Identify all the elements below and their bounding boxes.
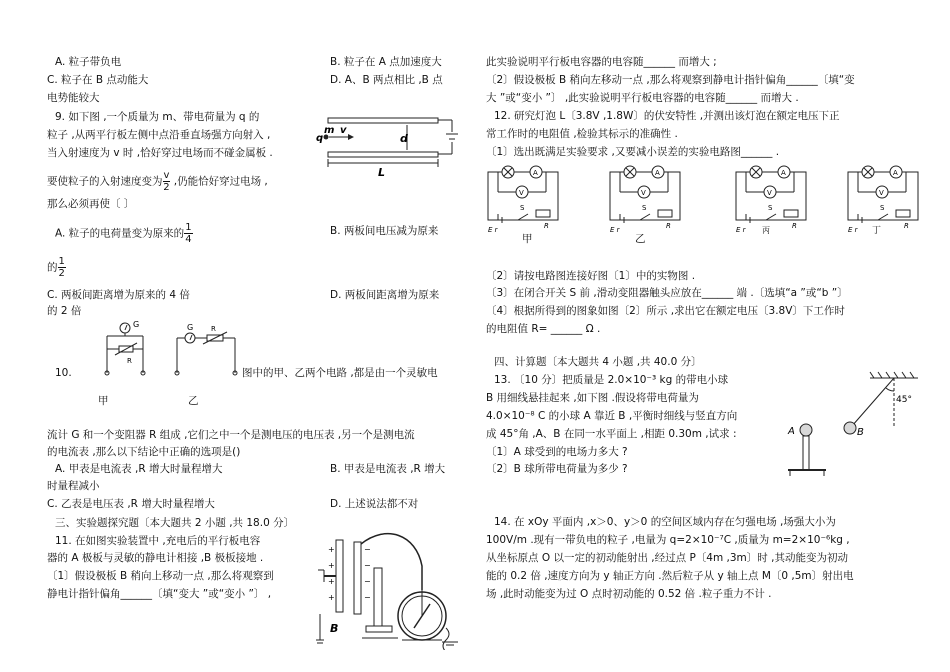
switch-label-3: S (880, 204, 885, 212)
svg-text:B: B (857, 427, 864, 438)
switch-label-1: S (642, 204, 647, 212)
q13-line3: 4.0×10⁻⁸ C 的小球 A 靠近 B ,平衡时细线与竖直方向 (486, 410, 738, 422)
ammeter-1-letter: A (655, 169, 660, 177)
q9-option-d: D. 两板间距离增为原来 (330, 289, 440, 301)
q10-line2: 流计 G 和一个变阻器 R 组成 ,它们之中一个是测电压的电压表 ,另一个是测电流 (47, 429, 415, 441)
q13-line4: 成 45°角 ,A、B 在同一水平面上 ,相距 0.30m ,试求 : (486, 428, 737, 440)
q13-pendulum-figure (770, 368, 930, 480)
svg-text:−: − (364, 561, 371, 570)
q13-line5: 〔1〕A 球受到的电场力多大 ? (486, 446, 628, 458)
battery-label-2: E r (736, 226, 746, 234)
switch-1 (640, 214, 650, 220)
switch-label-0: S (520, 204, 525, 212)
q10-line1: 图中的甲、乙两个电路 ,都是由一个灵敏电 (242, 367, 438, 379)
q12-line7: 的电阻值 R= ______ Ω . (486, 323, 601, 335)
fraction-v-over-2: $\frac{v}{2}$ (163, 170, 170, 193)
q11-electrometer-figure (316, 528, 476, 650)
ammeter-3-letter: A (893, 169, 898, 177)
q10-circuits-figure (95, 318, 250, 386)
section3-heading: 三、实验题探究题〔本大题共 2 小题 ,共 18.0 分〕 (55, 517, 295, 529)
voltmeter-0-letter: V (519, 189, 524, 197)
circuit-label-ding: 丁 (872, 226, 882, 236)
q12-line2: 常工作时的电阻值 ,检验其标示的准确性 . (486, 128, 678, 140)
q11-line6: 〔2〕假设极板 B 稍向左移动一点 ,那么将观察到静电计指针偏角______〔填“变 (486, 74, 855, 86)
rheostat-label-3: R (904, 222, 909, 230)
q8-option-d: D. A、B 两点相比 ,B 点 (330, 74, 443, 86)
svg-text:d: d (400, 132, 408, 145)
q12-line6: 〔4〕根据所得到的图象如图〔2〕所示 ,求出它在额定电压〔3.8V〕下工作时 (486, 305, 845, 317)
q12-line4: 〔2〕请按电路图连接好图〔1〕中的实物图 . (486, 270, 696, 282)
voltmeter-2-letter: V (767, 189, 772, 197)
svg-text:v: v (340, 125, 347, 136)
q14-line4: 能的 0.2 倍 ,速度方向为 y 轴正方向 .然后粒子从 y 轴上点 M〔0 ,5m〕射出电 (486, 570, 854, 582)
svg-text:A: A (788, 426, 795, 437)
q14-line1: 14. 在 xOy 平面内 ,x＞0、y＞0 的空间区域内存在匀强电场 ,场强大小为 (494, 516, 836, 528)
circuit-label-yi: 乙 (635, 233, 646, 245)
svg-text:−: − (364, 593, 371, 602)
q12-line5: 〔3〕在闭合开关 S 前 ,滑动变阻器触头应放在______ 端 .〔选填“a ”或“b ”〕 (486, 287, 848, 299)
q9-option-d-cont: 的 2 倍 (47, 305, 82, 317)
q14-line5: 场 ,此时动能变为过 O 点时初动能的 0.52 倍 .粒子重力不计 . (486, 588, 772, 600)
svg-text:R: R (211, 325, 216, 333)
switch-label-2: S (768, 204, 773, 212)
q14-line3: 从坐标原点 O 以一定的初动能射出 ,经过点 P〔4m ,3m〕时 ,其动能变为初动 (486, 552, 848, 564)
rheostat-label-2: R (792, 222, 797, 230)
q11-line7: 大 ”或“变小 ”〕 ,此实验说明平行板电容器的电容随______ 而增大 . (486, 92, 799, 104)
q10-caption-jia: 甲 (98, 395, 109, 407)
q9-line5: 那么必须再使〔 〕 (47, 198, 135, 210)
rheostat-label-1: R (666, 222, 671, 230)
svg-text:G: G (133, 320, 140, 329)
q8-option-a: A. 粒子带负电 (55, 56, 122, 68)
svg-text:G: G (187, 323, 194, 332)
voltmeter-3-letter: V (879, 189, 884, 197)
circuit-label-bing: 丙 (762, 226, 770, 235)
q10-caption-yi: 乙 (188, 395, 199, 407)
rheostat-0 (536, 210, 550, 217)
q11-line1: 11. 在如图实验装置中 ,充电后的平行板电容 (55, 535, 261, 547)
q11-line2: 器的 A 极板与灵敏的静电计相接 ,B 极板接地 . (47, 552, 264, 564)
section4-heading: 四、计算题〔本大题共 4 小题 ,共 40.0 分〕 (494, 356, 702, 368)
ammeter-2-letter: A (781, 169, 786, 177)
q13-line6: 〔2〕B 球所带电荷量为多少 ? (486, 463, 628, 475)
svg-text:m: m (324, 125, 335, 136)
q11-line4: 静电计指针偏角______〔填“变大 ”或“变小 ”〕 , (47, 588, 272, 600)
battery-label-1: E r (610, 226, 620, 234)
q10-number: 10. (55, 367, 72, 379)
q12-line3: 〔1〕选出既满足实验要求 ,又要减小误差的实验电路图______ . (486, 146, 780, 158)
q9-line3: 当入射速度为 v 时 ,恰好穿过电场而不碰金属板 . (47, 147, 273, 159)
q10-option-b-cont: 时量程减小 (47, 480, 100, 492)
q9-option-b: B. 两板间电压减为原来 (330, 225, 439, 237)
switch-3 (878, 214, 888, 220)
q9-plates-figure (312, 108, 462, 183)
ammeter-0-letter: A (533, 169, 538, 177)
rheostat-label-0: R (544, 222, 549, 230)
battery-label-0: E r (488, 226, 498, 234)
q10-option-b: B. 甲表是电流表 ,R 增大 (330, 463, 446, 475)
svg-text:−: − (364, 577, 371, 586)
q14-line2: 100V/m .现有一带负电的粒子 ,电量为 q=2×10⁻⁷C ,质量为 m=2×10⁻⁶kg , (486, 534, 850, 546)
svg-text:L: L (378, 166, 386, 179)
svg-text:R: R (127, 357, 132, 365)
switch-2 (766, 214, 776, 220)
rheostat-3 (896, 210, 910, 217)
q8-option-c: C. 粒子在 B 点动能大 (47, 74, 149, 86)
q13-line1: 13. 〔10 分〕把质量是 2.0×10⁻³ kg 的带电小球 (494, 374, 729, 386)
rheostat-1 (658, 210, 672, 217)
battery-label-3: E r (848, 226, 858, 234)
q11-line5: 此实验说明平行板电容器的电容随______ 而增大 ; (486, 56, 717, 68)
switch-0 (518, 214, 528, 220)
q9-line1: 9. 如下图 ,一个质量为 m、带电荷量为 q 的 (55, 111, 260, 123)
svg-text:45°: 45° (896, 395, 912, 405)
circuit-label-jia: 甲 (522, 233, 533, 245)
q9-line2: 粒子 ,从两平行板左侧中点沿垂直场强方向射入 , (47, 129, 271, 141)
svg-text:+: + (328, 561, 335, 570)
q9-option-c: C. 两板间距离增为原来的 4 倍 (47, 289, 190, 301)
q9-option-a: A. 粒子的电荷量变为原来的 $\frac{1}{4}$ (55, 222, 192, 245)
q10-line3: 的电流表 ,那么以下结论中正确的选项是() (47, 446, 241, 458)
svg-text:+: + (328, 593, 335, 602)
svg-text:+: + (328, 577, 335, 586)
q8-option-b: B. 粒子在 A 点加速度大 (330, 56, 442, 68)
q9-line4: 要使粒子的入射速度变为 $\frac{v}{2}$ ,仍能恰好穿过电场 , (47, 170, 268, 193)
q10-option-c: C. 乙表是电压表 ,R 增大时量程增大 (47, 498, 215, 510)
q13-line2: B 用细线悬挂起来 ,如下图 .假设将带电荷量为 (486, 392, 699, 404)
q12-line1: 12. 研究灯泡 L〔3.8V ,1.8W〕的伏安特性 ,并测出该灯泡在额定电压下正 (494, 110, 840, 122)
q12-circuit-diagrams (484, 162, 924, 240)
q10-option-d: D. 上述说法都不对 (330, 498, 419, 510)
svg-text:q: q (316, 133, 324, 144)
q11-line3: 〔1〕假设极板 B 稍向上移动一点 ,那么将观察到 (47, 570, 274, 582)
voltmeter-1-letter: V (641, 189, 646, 197)
q10-option-a: A. 甲表是电流表 ,R 增大时量程增大 (55, 463, 223, 475)
svg-text:+: + (328, 545, 335, 554)
svg-text:B: B (330, 622, 339, 635)
q8-option-d-cont: 电势能较大 (47, 92, 100, 104)
rheostat-2 (784, 210, 798, 217)
q9-option-b-cont: 的 $\frac{1}{2}$ (47, 256, 65, 279)
svg-text:−: − (364, 545, 371, 554)
